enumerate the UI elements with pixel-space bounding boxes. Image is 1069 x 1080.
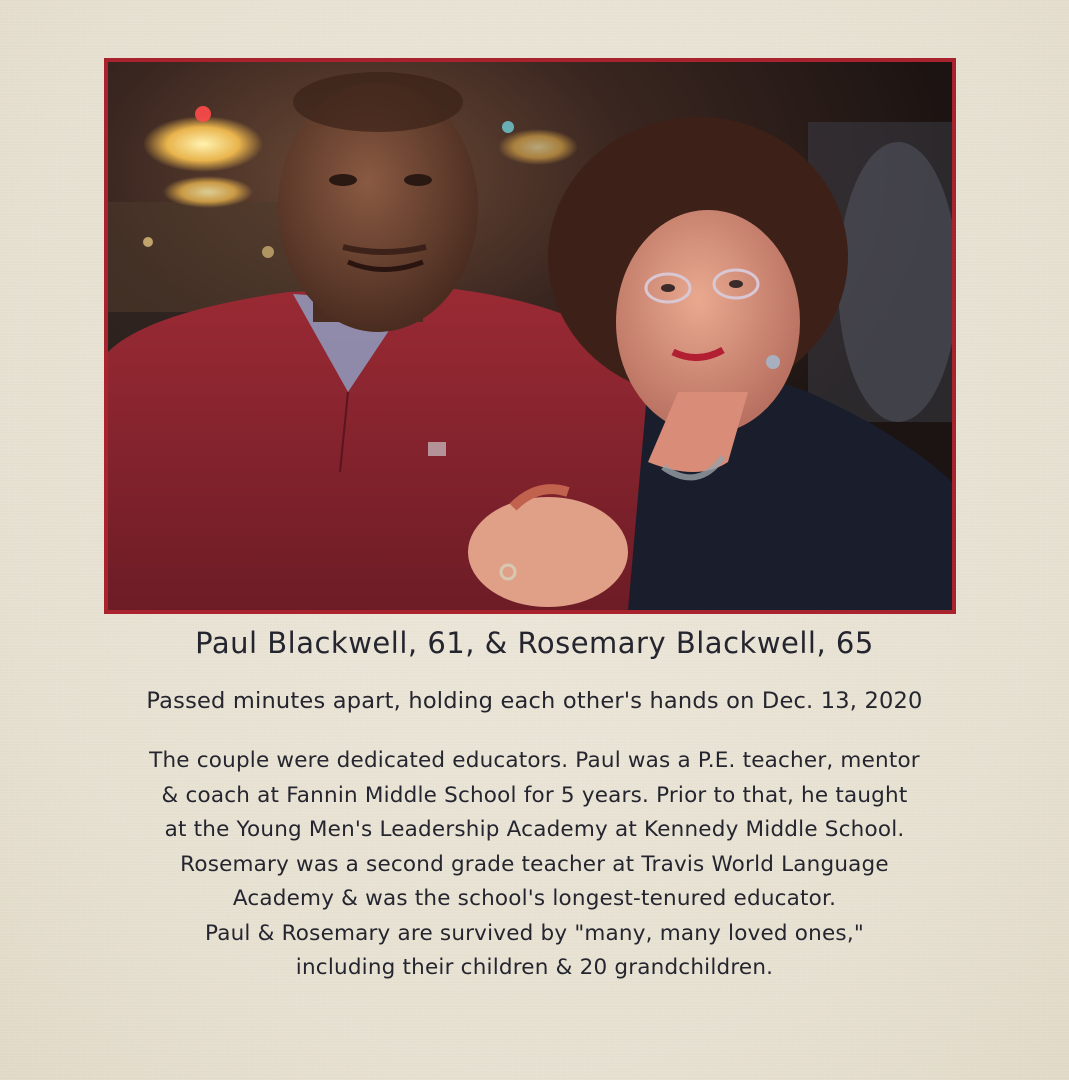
obituary-line: at the Young Men's Leadership Academy at Kennedy Middle School. (164, 817, 905, 842)
obituary-line: Paul & Rosemary are survived by "many, many loved ones," (205, 920, 864, 946)
subtitle: Passed minutes apart, holding each other's hands on Dec. 13, 2020 (146, 688, 923, 714)
couple-photo-image (108, 62, 952, 610)
obituary-line: Rosemary was a second grade teacher at Travis World Language (180, 851, 889, 877)
page-title: Paul Blackwell, 61, & Rosemary Blackwell, 65 (195, 626, 874, 660)
obituary-line: including their children & 20 grandchildren. (295, 955, 774, 980)
obituary-line: Academy & was the school's longest-tenured educator. (232, 886, 837, 911)
obituary-line: The couple were dedicated educators. Paul was a P.E. teacher, mentor (149, 748, 920, 773)
obituary-line: & coach at Fannin Middle School for 5 years. Prior to that, he taught (161, 782, 908, 808)
obituary-text (60, 744, 1009, 986)
couple-photo (104, 58, 956, 614)
